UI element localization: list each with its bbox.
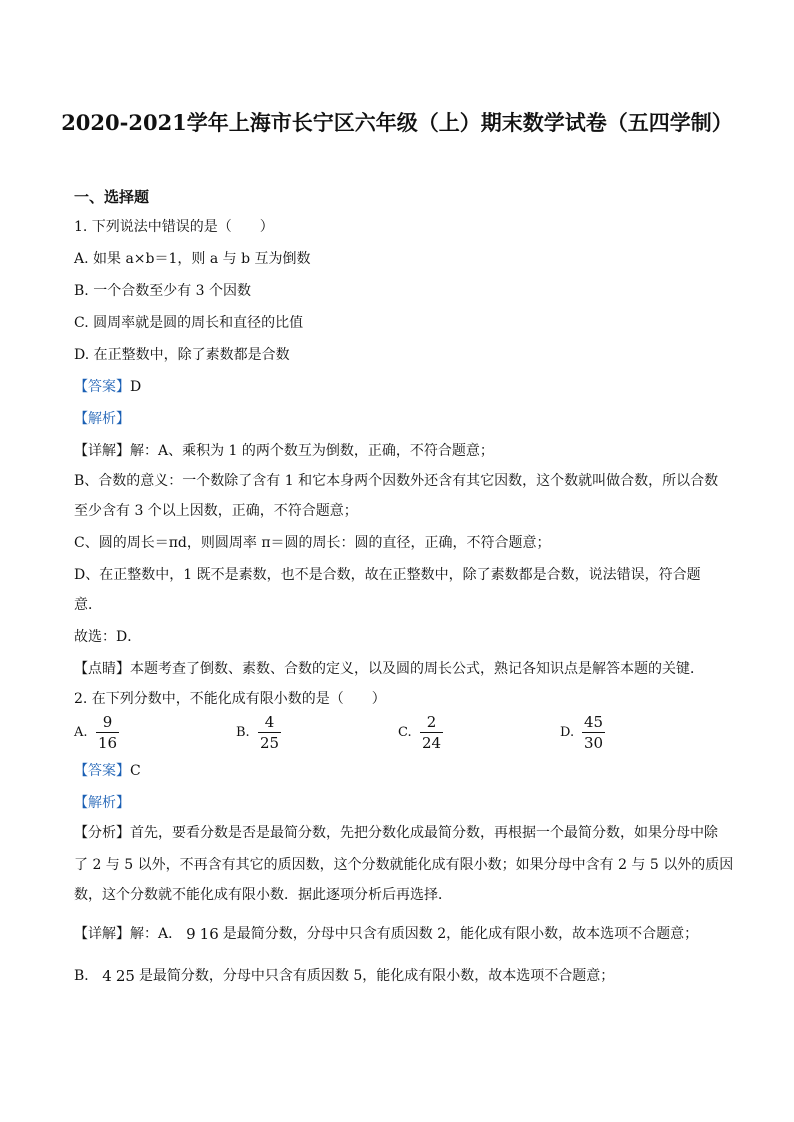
fraction-bar — [96, 732, 119, 733]
q2-detail-a-prefix: 【详解】解：A． — [74, 926, 183, 942]
fraction-bar — [258, 732, 281, 733]
q1-answer — [74, 376, 734, 398]
exam-title: 2020-2021学年上海市长宁区六年级（上）期末数学试卷（五四学制） — [61, 110, 733, 135]
fraction — [96, 713, 119, 752]
fraction-numerator: 9 — [186, 925, 196, 943]
q1-option-d: D. 在正整数中，除了素数都是合数 — [74, 347, 290, 363]
q2-detail-b — [74, 954, 734, 998]
fraction — [582, 713, 605, 752]
section-heading: 一、选择题 — [74, 188, 150, 206]
fraction-numerator: 4 — [264, 713, 275, 731]
q2-options — [74, 712, 734, 756]
fraction-numerator: 45 — [584, 713, 604, 731]
q2-analysis-1: 【分析】首先，要看分数是否是最简分数，先把分数化成最简分数，再根据一个最简分数，如果分母中除 — [74, 825, 718, 841]
fraction-numerator: 9 — [102, 713, 113, 731]
fraction-bar — [582, 732, 605, 733]
q1-option-c: C. 圆周率就是圆的周长和直径的比值 — [74, 315, 304, 331]
fraction-denominator: 30 — [584, 734, 604, 752]
fraction-bar — [420, 732, 443, 733]
q1-stem: 1. 下列说法中错误的是（ ） — [74, 219, 274, 235]
q2-stem: 2. 在下列分数中，不能化成有限小数的是（ ） — [74, 691, 386, 707]
fraction-denominator: 16 — [98, 734, 118, 752]
q1-detail-3: C、圆的周长＝πd，则圆周率 π＝圆的周长：圆的直径，正确，不符合题意； — [74, 535, 551, 551]
q2-option-letter: B. — [236, 725, 250, 740]
fraction — [258, 713, 281, 752]
q2-detail-b-suffix: 是最简分数，分母中只含有质因数 5，能化成有限小数，故本选项不合题意； — [138, 968, 615, 984]
q2-analysis-tag: 【解析】 — [74, 795, 130, 811]
q1-option-a: A. 如果 a×b＝1，则 a 与 b 互为倒数 — [74, 251, 311, 267]
q2-option-letter: D. — [560, 725, 575, 740]
q2-analysis-3: 数，这个分数就不能化成有限小数．据此逐项分析后再选择． — [74, 887, 452, 903]
fraction — [100, 967, 137, 985]
q2-answer-tag: 【答案】 — [74, 763, 130, 779]
fraction-numerator: 2 — [426, 713, 437, 731]
q2-answer-value: C — [130, 763, 141, 779]
q1-comment: 【点睛】本题考查了倒数、素数、合数的定义，以及圆的周长公式，熟记各知识点是解答本题的关键． — [74, 661, 704, 677]
q2-detail-a — [74, 912, 734, 956]
fraction-numerator: 4 — [102, 967, 112, 985]
q1-answer-tag: 【答案】 — [74, 379, 130, 395]
q2-option-letter: A. — [74, 725, 88, 740]
q2-detail-a-suffix: 是最简分数，分母中只含有质因数 2，能化成有限小数，故本选项不合题意； — [222, 926, 699, 942]
fraction — [184, 925, 221, 943]
q1-analysis-tag: 【解析】 — [74, 411, 130, 427]
q1-detail-4a: D、在正整数中，1 既不是素数，也不是合数，故在正整数中，除了素数都是合数，说法错误，符合题 — [74, 567, 701, 583]
q2-answer — [74, 760, 734, 782]
fraction — [420, 713, 443, 752]
fraction-denominator: 24 — [422, 734, 442, 752]
q1-detail-2a: B、合数的意义：一个数除了含有 1 和它本身两个因数外还含有其它因数，这个数就叫做合数，所以合数 — [74, 473, 719, 489]
q1-detail-1: 【详解】解：A、乘积为 1 的两个数互为倒数，正确，不符合题意； — [74, 443, 494, 459]
q2-detail-b-prefix: B． — [74, 968, 99, 984]
q1-choose: 故选：D． — [74, 629, 142, 645]
fraction-denominator: 25 — [260, 734, 280, 752]
q1-answer-value: D — [130, 379, 142, 395]
fraction-denominator: 25 — [115, 967, 135, 985]
q1-detail-4b: 意． — [74, 597, 102, 613]
q1-detail-2b: 至少含有 3 个以上因数，正确，不符合题意； — [74, 503, 358, 519]
fraction-denominator: 16 — [199, 925, 219, 943]
q1-option-b: B. 一个合数至少有 3 个因数 — [74, 283, 251, 299]
q2-option-letter: C. — [398, 725, 412, 740]
q2-analysis-2: 了 2 与 5 以外，不再含有其它的质因数，这个分数就能化成有限小数；如果分母中含有 2 与 5 以外的质因 — [74, 857, 734, 873]
